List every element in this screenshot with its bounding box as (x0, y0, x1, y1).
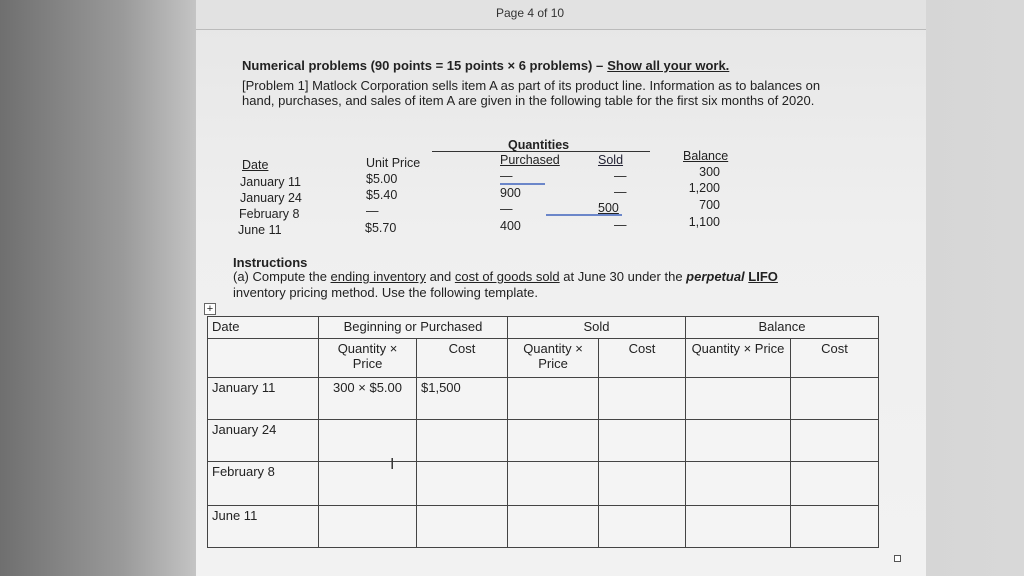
info-purchased: — (500, 169, 513, 183)
table-row (208, 506, 879, 548)
info-balance: 700 (699, 198, 720, 212)
purchased-qty-cell[interactable] (319, 462, 417, 506)
header-date: Date (208, 317, 319, 339)
subheader-qty-price: Quantity × Price (319, 339, 417, 378)
subheader-qty-price: Quantity × Price (508, 339, 599, 378)
cell[interactable] (508, 420, 599, 462)
info-purchased: 400 (500, 219, 521, 233)
show-work-link: Show all your work. (607, 58, 730, 73)
lifo-template-table (207, 316, 879, 548)
page-header (196, 0, 926, 30)
info-price: — (366, 204, 379, 218)
header-beginning: Beginning or Purchased (319, 317, 508, 339)
info-balance: 300 (699, 165, 720, 179)
subheader-cost: Cost (599, 339, 686, 378)
perpetual-term: perpetual (686, 269, 745, 284)
info-header-date: Date (242, 158, 269, 172)
info-header-quantities: Quantities (508, 138, 570, 152)
cell[interactable] (508, 462, 599, 506)
info-date: June 11 (238, 223, 282, 237)
header-balance: Balance (686, 317, 879, 339)
cell[interactable] (686, 462, 791, 506)
info-sold: — (614, 185, 627, 199)
purchased-cost-cell[interactable] (417, 420, 508, 462)
info-sold: — (614, 218, 627, 232)
info-purchased: 900 (500, 186, 521, 200)
row-date: January 24 (208, 420, 319, 462)
heading-text: Numerical problems (90 points = 15 points × 6 problems) – (242, 58, 604, 73)
cell[interactable] (686, 506, 791, 548)
info-balance: 1,100 (688, 215, 720, 229)
info-price: $5.00 (366, 172, 398, 186)
document-page (196, 0, 926, 576)
info-date: January 11 (240, 175, 301, 189)
purchased-cost-cell[interactable] (417, 506, 508, 548)
subheader-cost: Cost (791, 339, 879, 378)
instr-text: and (425, 269, 455, 284)
info-sold: 500 (598, 201, 619, 215)
cell[interactable] (686, 420, 791, 462)
purchased-qty-cell[interactable] (319, 506, 417, 548)
blue-mark (546, 214, 622, 216)
instructions-title: Instructions (233, 255, 308, 270)
cell[interactable] (599, 378, 686, 420)
table-row (208, 378, 879, 420)
text-cursor-icon: I (390, 456, 395, 473)
cogs-term: cost of goods sold (454, 269, 560, 284)
info-purchased: — (500, 202, 513, 216)
row-date: February 8 (208, 462, 319, 506)
cell[interactable] (508, 378, 599, 420)
cell[interactable] (599, 420, 686, 462)
instructions-line1 (233, 269, 778, 284)
table-resize-handle[interactable] (894, 555, 901, 562)
purchased-cost-cell[interactable]: $1,500 (417, 378, 508, 420)
cell[interactable] (791, 420, 879, 462)
cell[interactable] (791, 378, 879, 420)
cell[interactable] (599, 506, 686, 548)
lifo-term: LIFO (748, 269, 778, 284)
page-indicator: Page 4 of 10 (496, 6, 565, 20)
info-header-sold: Sold (598, 153, 624, 167)
info-header-price: Unit Price (366, 156, 421, 170)
info-price: $5.40 (366, 188, 398, 202)
subheader-qty-price: Quantity × Price (686, 339, 791, 378)
info-price: $5.70 (365, 221, 397, 235)
info-header-purchased: Purchased (500, 153, 560, 167)
cell[interactable] (686, 378, 791, 420)
cell[interactable] (508, 506, 599, 548)
info-date: February 8 (239, 207, 300, 221)
table-row (208, 420, 879, 462)
info-sold: — (614, 169, 627, 183)
ending-inventory-term: ending inventory (330, 269, 426, 284)
cell[interactable] (791, 462, 879, 506)
instructions-line2: inventory pricing method. Use the following template. (233, 285, 538, 300)
info-header-balance: Balance (683, 149, 729, 163)
purchased-cost-cell[interactable] (417, 462, 508, 506)
table-row (208, 462, 879, 506)
row-date: January 11 (208, 378, 319, 420)
cell[interactable] (599, 462, 686, 506)
instr-text: at June 30 under the (559, 269, 687, 284)
table-move-handle-icon[interactable]: + (204, 303, 216, 315)
subheader-cost: Cost (417, 339, 508, 378)
instr-text: (a) Compute the (233, 269, 331, 284)
purchased-qty-cell[interactable] (319, 420, 417, 462)
problem-text: [Problem 1] Matlock Corporation sells item A as part of its product line. Information as to balances on hand, purchases, and sales of item A are given in the following table for the first six months of 2020. (242, 78, 821, 108)
header-sold: Sold (508, 317, 686, 339)
info-balance: 1,200 (688, 181, 720, 195)
row-date: June 11 (208, 506, 319, 548)
info-date: January 24 (240, 191, 302, 205)
section-heading (242, 58, 729, 73)
purchased-qty-cell[interactable]: 300 × $5.00 (319, 378, 417, 420)
cell[interactable] (208, 339, 319, 378)
cell[interactable] (791, 506, 879, 548)
blue-mark (500, 183, 545, 185)
